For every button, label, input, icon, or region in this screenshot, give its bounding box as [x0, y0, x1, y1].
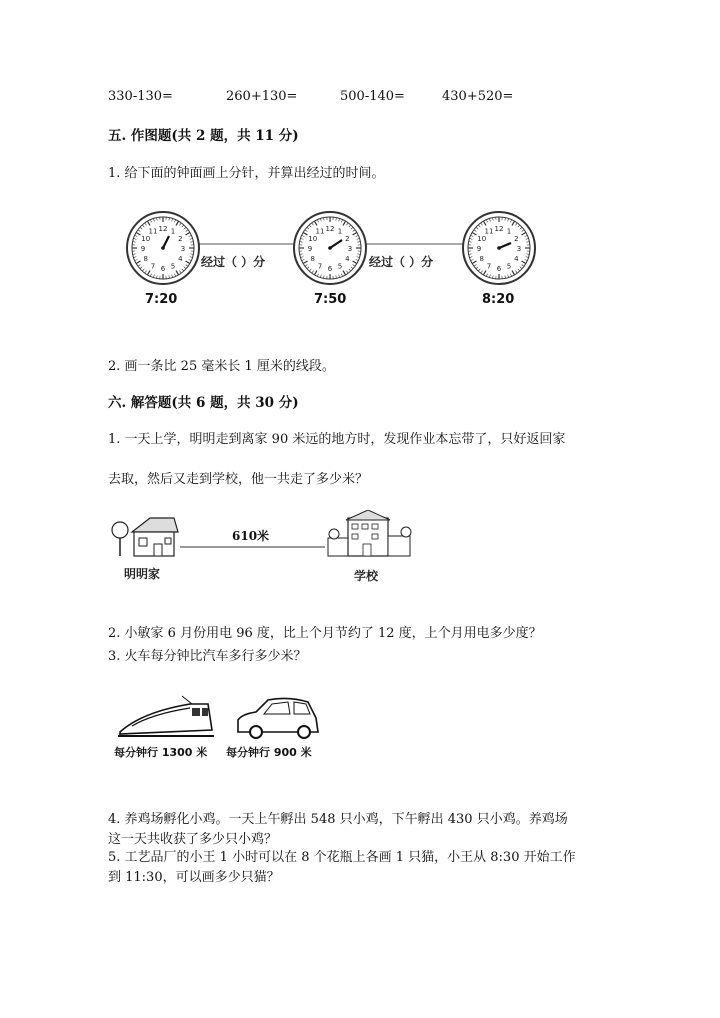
clock-icon — [463, 212, 535, 284]
clock-number: 11 — [315, 227, 325, 236]
clock-number: 2 — [178, 235, 183, 243]
clock-number: 12 — [325, 225, 335, 233]
clock-number: 10 — [477, 235, 487, 243]
school-icon — [328, 510, 411, 556]
clock-number: 6 — [496, 265, 502, 273]
question-6-5-line1: 5. 工艺品厂的小王 1 小时可以在 8 个花瓶上各画 1 只猫，小王从 8:30 开始工作 — [108, 850, 576, 865]
clock-icon — [294, 212, 366, 284]
question-6-4-line2: 这一天共收获了多少只小鸡？ — [108, 832, 278, 847]
clock-number: 8 — [310, 255, 315, 263]
train-icon — [118, 696, 214, 736]
clock-number: 1 — [506, 227, 512, 236]
clock-number: 6 — [160, 265, 166, 273]
clock-number: 8 — [479, 255, 484, 263]
clock-number: 3 — [180, 245, 186, 253]
clock-number: 5 — [337, 262, 343, 271]
clock-number: 2 — [514, 235, 519, 243]
clock-icon — [127, 212, 199, 284]
clock-number: 5 — [506, 262, 512, 271]
home-label: 明明家 — [124, 567, 161, 581]
clock-number: 12 — [494, 225, 504, 233]
car-icon — [238, 698, 318, 738]
clock-number: 12 — [158, 225, 168, 233]
calc-1: 330-130= — [108, 89, 173, 104]
clock-number: 3 — [516, 245, 522, 253]
clock-time-3: 8:20 — [482, 292, 515, 307]
train-caption: 每分钟行 1300 米 — [114, 746, 208, 759]
clock-number: 4 — [178, 255, 183, 263]
distance-label: 610米 — [232, 529, 270, 543]
question-6-5-line2: 到 11:30，可以画多少只猫？ — [108, 870, 280, 885]
question-5-1: 1. 给下面的钟面画上分针，并算出经过的时间。 — [108, 166, 385, 181]
clock-number: 6 — [327, 265, 333, 273]
question-6-4-line1: 4. 养鸡场孵化小鸡。一天上午孵出 548 只小鸡，下午孵出 430 只小鸡。养鸡场 — [108, 812, 568, 827]
question-5-2: 2. 画一条比 25 毫米长 1 厘米的线段。 — [108, 359, 335, 374]
clock-number: 9 — [140, 245, 146, 253]
question-6-3: 3. 火车每分钟比汽车多行多少米？ — [108, 649, 307, 664]
calc-2: 260+130= — [226, 89, 298, 104]
clock-number: 2 — [345, 235, 350, 243]
clock-number: 11 — [148, 227, 158, 236]
clock-number: 9 — [307, 245, 313, 253]
clock-number: 5 — [170, 262, 176, 271]
route-figure — [110, 510, 430, 590]
question-6-2: 2. 小敏家 6 月份用电 96 度，比上个月节约了 12 度，上个月用电多少度？ — [108, 626, 542, 641]
elapsed-label-2: 经过（ ）分 — [369, 255, 434, 269]
clock-number: 1 — [170, 227, 176, 236]
clock-number: 10 — [308, 235, 318, 243]
clock-number: 9 — [476, 245, 482, 253]
clock-time-2: 7:50 — [314, 292, 347, 307]
car-caption: 每分钟行 900 米 — [226, 746, 312, 759]
question-6-1-line1: 1. 一天上学，明明走到离家 90 米远的地方时，发现作业本忘带了，只好返回家 — [108, 432, 566, 447]
calc-4: 430+520= — [442, 89, 514, 104]
clock-number: 10 — [141, 235, 151, 243]
section-6-title: 六. 解答题(共 6 题，共 30 分) — [108, 395, 299, 411]
house-icon — [112, 518, 178, 556]
clocks-figure — [115, 200, 545, 320]
section-5-title: 五. 作图题(共 2 题，共 11 分) — [108, 128, 299, 144]
clock-time-1: 7:20 — [145, 292, 178, 307]
clock-number: 7 — [317, 262, 323, 271]
clock-number: 4 — [514, 255, 519, 263]
vehicles-figure — [112, 690, 332, 765]
calc-3: 500-140= — [340, 89, 405, 104]
elapsed-label-1: 经过（ ）分 — [201, 255, 266, 269]
question-6-1-line2: 去取，然后又走到学校，他一共走了多少米？ — [108, 472, 369, 487]
clock-number: 7 — [486, 262, 492, 271]
clock-number: 4 — [345, 255, 350, 263]
clock-number: 11 — [484, 227, 494, 236]
clock-number: 7 — [150, 262, 156, 271]
clock-number: 3 — [347, 245, 353, 253]
school-label: 学校 — [354, 569, 379, 583]
clock-number: 1 — [337, 227, 343, 236]
clock-number: 8 — [143, 255, 148, 263]
